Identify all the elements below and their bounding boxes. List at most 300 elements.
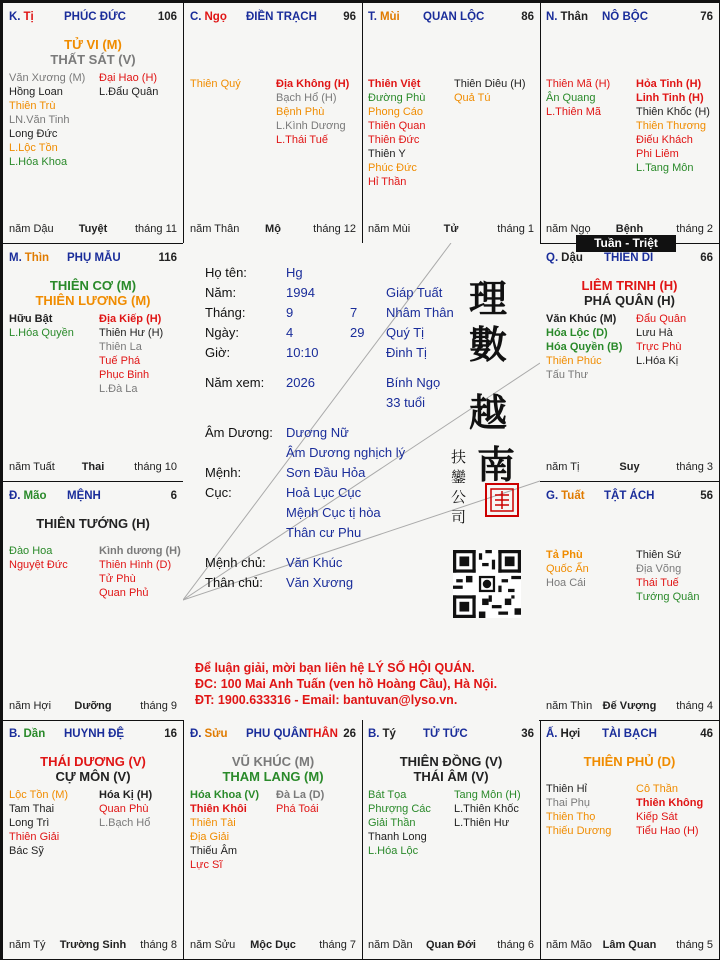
calligraphy-char-2: 數 — [469, 322, 508, 367]
minor-star: Thiên Sứ — [636, 549, 682, 561]
minor-stars-right — [276, 788, 324, 816]
minor-star: Thiên Giải — [9, 831, 60, 843]
minor-star: Trực Phù — [636, 341, 682, 353]
month-label: Tháng: — [205, 305, 246, 320]
heavenly-stem: B. — [9, 728, 21, 740]
view-year-label: Năm xem: — [205, 375, 265, 390]
minor-star: Thiên Không — [636, 797, 704, 809]
destiny-lord-label: Mệnh chủ: — [205, 555, 266, 570]
minor-star: Tam Thai — [9, 803, 55, 815]
minor-star: Đường Phù — [368, 92, 426, 104]
heavenly-stem: K. — [9, 11, 21, 23]
minor-star: Đại Hao (H) — [99, 72, 158, 84]
minor-star: Quả Tú — [454, 92, 491, 104]
earthly-branch: Dậu — [561, 252, 583, 264]
center-info-panel — [183, 243, 540, 720]
minor-star: Thiên Quan — [368, 120, 426, 132]
month-can-chi: Nhâm Thân — [386, 305, 454, 320]
minor-star: Phục Binh — [99, 369, 150, 381]
life-stage: Bệnh — [615, 223, 644, 235]
palace-month: tháng 11 — [134, 223, 177, 235]
minor-star: Thiên Thương — [636, 120, 707, 132]
minor-star: Tử Phù — [99, 573, 136, 585]
minor-star: Tiểu Hao (H) — [636, 825, 699, 837]
earthly-branch: Sửu — [204, 728, 228, 740]
palace-header — [190, 728, 356, 742]
minor-star: Địa Võng — [636, 563, 682, 575]
palace-name: TẬT ÁCH — [604, 490, 655, 502]
palace-year: năm Mùi — [368, 223, 411, 235]
minor-stars-left — [9, 788, 68, 858]
main-star: THIÊN LƯƠNG (M) — [35, 293, 151, 308]
palace-year: năm Hợi — [9, 700, 52, 712]
palace-number: 106 — [157, 11, 177, 23]
minor-star: Đà La (D) — [276, 789, 325, 801]
minor-star: L.Đẩu Quân — [99, 86, 159, 98]
palace-footer — [190, 939, 356, 953]
palace-month: tháng 2 — [676, 223, 713, 235]
palace-name: PHU QUÂN — [246, 728, 308, 740]
palace-year: năm Tị — [546, 461, 580, 473]
palace-year: năm Tuất — [9, 461, 55, 473]
palace-number: 116 — [158, 252, 177, 264]
palace-name: TỬ TỨC — [423, 728, 468, 740]
palace-year: năm Dậu — [9, 223, 54, 235]
palace-year: năm Dần — [368, 939, 413, 951]
palace-month: tháng 12 — [313, 223, 356, 235]
main-star: THIÊN PHỦ (D) — [583, 754, 676, 769]
minor-star: L.Hóa Kị — [636, 355, 679, 367]
palace-number: 56 — [700, 490, 713, 502]
palace-thin[interactable] — [2, 243, 184, 482]
palace-header — [9, 11, 177, 25]
palace-name: THIÊN DI — [604, 252, 654, 264]
palace-number: 6 — [170, 490, 177, 502]
palace-header — [368, 728, 534, 742]
minor-star: Thiên Diêu (H) — [454, 78, 526, 90]
minor-star: Đẩu Quân — [636, 313, 687, 325]
minor-star: Thiên Quý — [190, 78, 241, 90]
minor-star: Hỏa Tinh (H) — [636, 78, 702, 90]
palace-name: HUYNH ĐỆ — [64, 728, 125, 740]
life-stage: Lâm Quan — [602, 939, 657, 951]
minor-star: Thái Tuế — [636, 577, 679, 589]
minor-star: Quốc Ấn — [546, 563, 589, 575]
body-palace-marker: THÂN — [306, 728, 338, 740]
minor-star: Lực Sĩ — [190, 859, 223, 871]
palace-name: PHỤ MẪU — [67, 252, 121, 264]
palace-footer — [9, 223, 177, 237]
qr-code-icon[interactable] — [453, 550, 521, 618]
heavenly-stem: Đ. — [190, 728, 202, 740]
name-value: Hg — [286, 265, 303, 280]
minor-star: Văn Xương (M) — [9, 72, 86, 84]
minor-star: Thiên Việt — [368, 78, 421, 90]
palace-footer — [9, 939, 177, 953]
main-star: THIÊN CƠ (M) — [49, 278, 137, 293]
minor-stars-left — [368, 77, 425, 189]
palace-month: tháng 1 — [497, 223, 534, 235]
company-calligraphy-4: 司 — [451, 508, 467, 526]
minor-star: Long Đức — [9, 128, 58, 140]
main-star: THIÊN ĐỒNG (V) — [399, 754, 503, 769]
year-can-chi: Giáp Tuất — [386, 285, 443, 300]
palace-year: năm Thìn — [546, 700, 593, 712]
minor-star: Thiên Y — [368, 148, 406, 160]
palace-number: 46 — [700, 728, 713, 740]
minor-star: Hỉ Thần — [368, 176, 407, 188]
palace-number: 36 — [521, 728, 534, 740]
minor-star: Tướng Quân — [636, 591, 700, 603]
earthly-branch: Dần — [23, 728, 46, 740]
minor-star: LN.Văn Tinh — [9, 114, 70, 126]
minor-star: Long Trì — [9, 817, 50, 829]
life-stage: Trường Sinh — [59, 939, 127, 951]
palace-month: tháng 10 — [134, 461, 177, 473]
minor-stars-right — [99, 71, 158, 99]
minor-stars-right — [99, 544, 181, 600]
contact-phone-email[interactable]: ĐT: 1900.633316 - Email: bantuvan@lyso.vn. — [195, 693, 458, 707]
palace-year: năm Mão — [546, 939, 592, 951]
palace-footer — [368, 939, 534, 953]
heavenly-stem: Đ. — [9, 490, 21, 502]
destiny-label: Mệnh: — [205, 465, 242, 480]
life-stage: Thai — [81, 461, 105, 473]
palace-name: MỆNH — [67, 490, 101, 502]
minor-stars-right — [276, 77, 349, 147]
minor-stars-left — [190, 788, 259, 872]
day-can-chi: Quý Tị — [386, 325, 425, 340]
year-value: 1994 — [286, 285, 315, 300]
minor-star: Kình dương (H) — [99, 545, 181, 557]
minor-star: Thiếu Dương — [546, 825, 612, 837]
minor-star: Tả Phù — [546, 549, 583, 561]
yin-yang-note: Âm Dương nghịch lý — [286, 445, 406, 460]
minor-star: L.Tang Môn — [636, 162, 694, 174]
heavenly-stem: T. — [368, 11, 377, 23]
palace-header — [546, 490, 713, 504]
minor-star: L.Hóa Khoa — [9, 156, 68, 168]
minor-stars-left — [190, 77, 241, 91]
minor-star: Hóa Khoa (V) — [190, 789, 260, 801]
palace-footer — [9, 700, 177, 714]
minor-star: Địa Giải — [190, 831, 230, 843]
calligraphy-char-4: 南 — [477, 442, 516, 487]
palace-header — [368, 11, 534, 25]
palace-number: 66 — [700, 252, 713, 264]
palace-ty[interactable] — [361, 719, 541, 960]
destiny-lord-value: Văn Khúc — [286, 555, 343, 570]
heavenly-stem: G. — [546, 490, 559, 502]
destiny-value: Sơn Đầu Hỏa — [286, 465, 366, 480]
palace-year: năm Thân — [190, 223, 240, 235]
minor-stars-left — [546, 312, 622, 382]
main-star: VŨ KHÚC (M) — [231, 754, 315, 769]
cuc-value: Hoả Lục Cục — [286, 485, 362, 500]
palace-mui[interactable] — [361, 2, 541, 244]
company-calligraphy-2: 鑾 — [451, 468, 467, 486]
palace-month: tháng 5 — [676, 939, 713, 951]
minor-star: Thanh Long — [368, 831, 427, 843]
minor-star: L.Đà La — [99, 383, 138, 395]
body-lord-value: Văn Xương — [286, 575, 354, 590]
minor-star: Thiên Đức — [368, 134, 420, 146]
minor-star: Cô Thần — [636, 783, 678, 795]
minor-star: L.Lộc Tồn — [9, 142, 58, 154]
minor-star: Bạch Hổ (H) — [276, 92, 337, 104]
minor-star: Thiên Hỉ — [546, 783, 587, 795]
minor-star: Điếu Khách — [636, 134, 693, 146]
earthly-branch: Tuất — [561, 490, 585, 502]
minor-star: Quan Phủ — [99, 587, 149, 599]
minor-star: Thiên Khốc (H) — [636, 106, 710, 118]
earthly-branch: Mùi — [379, 11, 400, 23]
palace-number: 16 — [164, 728, 177, 740]
minor-star: Hoa Cái — [546, 577, 586, 589]
earthly-branch: Ngọ — [204, 11, 227, 23]
view-year-can-chi: Bính Ngọ — [386, 375, 441, 390]
main-star: TỬ VI (M) — [64, 37, 122, 52]
palace-name: ĐIỀN TRẠCH — [246, 11, 317, 23]
minor-star: Thiên Trù — [9, 100, 56, 112]
minor-star: Địa Không (H) — [276, 78, 350, 90]
palace-footer — [368, 223, 534, 237]
yin-yang-value: Dương Nữ — [286, 425, 349, 440]
name-label: Họ tên: — [205, 265, 247, 280]
life-stage: Đế Vượng — [602, 700, 657, 712]
palace-tuat[interactable] — [539, 481, 720, 721]
palace-name: PHÚC ĐỨC — [64, 11, 126, 23]
minor-stars-right — [454, 77, 526, 105]
calligraphy-char-3: 越 — [469, 390, 508, 435]
minor-star: Thiên Mã (H) — [546, 78, 611, 90]
minor-star: Thiên Hình (D) — [99, 559, 172, 571]
palace-dau[interactable] — [539, 243, 720, 482]
palace-number: 96 — [343, 11, 356, 23]
palace-footer — [546, 939, 713, 953]
heavenly-stem: Q. — [546, 252, 559, 264]
palace-number: 76 — [700, 11, 713, 23]
palace-name: TÀI BẠCH — [602, 728, 657, 740]
minor-stars-left — [546, 782, 611, 838]
cuc-label: Cục: — [205, 485, 232, 500]
heavenly-stem: M. — [9, 252, 22, 264]
year-label: Năm: — [205, 285, 237, 300]
earthly-branch: Tý — [382, 728, 396, 740]
palace-month: tháng 4 — [676, 700, 713, 712]
minor-stars-right — [636, 548, 700, 604]
minor-star: Tuế Phá — [99, 355, 141, 367]
tuan-triet-badge: Tuần - Triệt — [576, 235, 676, 252]
minor-star: L.Hóa Quyền — [9, 327, 74, 339]
heavenly-stem: Ấ. — [546, 728, 558, 740]
life-stage: Mộc Dục — [250, 939, 296, 951]
main-star: THẤT SÁT (V) — [50, 52, 136, 67]
earthly-branch: Hợi — [560, 728, 581, 740]
minor-stars-right — [99, 312, 163, 396]
minor-stars-right — [636, 782, 703, 838]
palace-ngo[interactable] — [183, 2, 363, 244]
minor-star: Địa Kiếp (H) — [99, 313, 162, 325]
minor-star: Hóa Kị (H) — [99, 789, 153, 801]
palace-ti[interactable] — [2, 2, 184, 244]
body-lord-label: Thân chủ: — [205, 575, 263, 590]
minor-star: Tấu Thư — [546, 369, 589, 381]
main-star: THIÊN TƯỚNG (H) — [36, 516, 150, 531]
palace-header — [9, 252, 177, 266]
minor-star: Phượng Các — [368, 803, 431, 815]
palace-header — [546, 728, 713, 742]
minor-stars-left — [9, 71, 85, 169]
minor-star: Ân Quang — [546, 92, 596, 104]
minor-stars-left — [9, 544, 68, 572]
minor-stars-left — [9, 312, 74, 340]
main-star: THÁI DƯƠNG (V) — [40, 754, 146, 769]
minor-stars-left — [546, 77, 610, 119]
palace-month: tháng 8 — [140, 939, 177, 951]
yin-yang-label: Âm Dương: — [205, 425, 273, 440]
minor-star: Thiếu Âm — [190, 845, 238, 857]
view-year-value: 2026 — [286, 375, 315, 390]
minor-star: Phi Liêm — [636, 148, 679, 160]
minor-stars-right — [454, 788, 521, 830]
cuc-note-1: Mệnh Cục tị hòa — [286, 505, 381, 520]
palace-number: 26 — [343, 728, 356, 740]
earthly-branch: Thân — [560, 11, 588, 23]
palace-year: năm Tý — [9, 939, 46, 951]
palace-name: QUAN LỘC — [423, 11, 485, 23]
palace-mao[interactable] — [2, 481, 184, 721]
minor-star: Thiên Tài — [190, 817, 236, 829]
company-calligraphy-1: 扶 — [451, 448, 467, 466]
minor-star: Bát Tọa — [368, 789, 407, 801]
palace-month: tháng 6 — [497, 939, 534, 951]
minor-stars-left — [368, 788, 431, 858]
palace-month: tháng 9 — [140, 700, 177, 712]
calligraphy-char-1: 理 — [469, 276, 508, 321]
heavenly-stem: C. — [190, 11, 202, 23]
palace-header — [9, 490, 177, 504]
palace-footer — [546, 461, 713, 475]
minor-star: Kiếp Sát — [636, 811, 678, 823]
minor-star: L.Thiên Mã — [546, 106, 602, 118]
palace-footer — [9, 461, 177, 475]
minor-star: Thai Phụ — [546, 797, 591, 809]
red-seal-icon — [485, 483, 519, 517]
main-star: CỰ MÔN (V) — [55, 769, 131, 784]
palace-footer — [546, 700, 713, 714]
main-star: LIÊM TRINH (H) — [581, 278, 678, 293]
palace-footer — [190, 223, 356, 237]
palace-month: tháng 3 — [676, 461, 713, 473]
life-stage: Dưỡng — [74, 700, 112, 712]
minor-star: L.Thiên Khốc — [454, 803, 519, 815]
life-stage: Tử — [443, 223, 459, 235]
minor-stars-right — [636, 77, 710, 175]
minor-star: L.Bạch Hổ — [99, 817, 151, 829]
main-star: THAM LANG (M) — [222, 769, 324, 784]
minor-star: Nguyệt Đức — [9, 559, 68, 571]
hour-can-chi: Đinh Tị — [386, 345, 427, 360]
minor-stars-left — [546, 548, 589, 590]
minor-star: Tang Môn (H) — [454, 789, 521, 801]
life-stage: Quan Đới — [426, 939, 476, 951]
day-label: Ngày: — [205, 325, 239, 340]
palace-suu[interactable] — [183, 719, 363, 960]
minor-star: L.Thái Tuế — [276, 134, 328, 146]
minor-star: Thiên Khôi — [190, 803, 247, 815]
contact-line-1: Để luận giải, mời bạn liên hệ LÝ SỐ HỘI QUÁN. — [195, 661, 475, 675]
month-solar: 9 — [286, 305, 294, 320]
month-lunar: 7 — [350, 305, 358, 320]
minor-star: Hóa Lộc (D) — [546, 327, 608, 339]
main-star: THÁI ÂM (V) — [413, 769, 489, 784]
palace-than[interactable] — [539, 2, 720, 244]
minor-star: Văn Khúc (M) — [546, 313, 617, 325]
minor-star: L.Thiên Hư — [454, 817, 510, 829]
contact-address: ĐC: 100 Mai Anh Tuấn (ven hồ Hoàng Cầu), Hà Nội. — [195, 677, 498, 691]
palace-dan[interactable] — [2, 719, 184, 960]
earthly-branch: Thìn — [24, 252, 50, 264]
earthly-branch: Mão — [23, 490, 47, 502]
minor-stars-right — [636, 312, 686, 368]
minor-star: Quan Phù — [99, 803, 149, 815]
minor-star: Giải Thần — [368, 817, 416, 829]
minor-star: Thiên Thọ — [546, 811, 596, 823]
palace-header — [190, 11, 356, 25]
palace-year: năm Sửu — [190, 939, 236, 951]
minor-star: L.Kình Dương — [276, 120, 346, 132]
heavenly-stem: B. — [368, 728, 380, 740]
minor-star: Phúc Đức — [368, 162, 417, 174]
minor-star: Bác Sỹ — [9, 845, 44, 857]
company-calligraphy-3: 公 — [451, 488, 467, 506]
palace-hoi[interactable] — [539, 719, 720, 960]
palace-header — [546, 11, 713, 25]
hour-value: 10:10 — [286, 345, 319, 360]
day-solar: 4 — [286, 325, 294, 340]
minor-star: Thiên La — [99, 341, 142, 353]
minor-star: Phá Toái — [276, 803, 319, 815]
minor-star: Lộc Tồn (M) — [9, 789, 69, 801]
age-value: 33 tuổi — [386, 395, 426, 410]
minor-star: Thiên Phúc — [546, 355, 602, 367]
minor-star: Thiên Hư (H) — [99, 327, 164, 339]
minor-star: Linh Tinh (H) — [636, 92, 704, 104]
minor-star: L.Hóa Lộc — [368, 845, 419, 857]
palace-year: năm Ngọ — [546, 223, 591, 235]
minor-star: Đào Hoa — [9, 545, 53, 557]
palace-header — [9, 728, 177, 742]
earthly-branch: Tị — [23, 11, 34, 23]
cuc-note-2: Thân cư Phu — [286, 525, 362, 540]
palace-number: 86 — [521, 11, 534, 23]
hour-label: Giờ: — [205, 345, 231, 360]
main-star: PHÁ QUÂN (H) — [584, 293, 675, 308]
life-stage: Tuyệt — [78, 223, 108, 235]
palace-header — [546, 252, 713, 266]
minor-star: Phong Cáo — [368, 106, 424, 118]
minor-star: Bệnh Phù — [276, 106, 325, 118]
minor-star: Lưu Hà — [636, 327, 673, 339]
minor-stars-right — [99, 788, 152, 830]
day-lunar: 29 — [350, 325, 365, 340]
palace-name: NÔ BỘC — [602, 11, 648, 23]
heavenly-stem: N. — [546, 11, 558, 23]
palace-month: tháng 7 — [319, 939, 356, 951]
life-stage: Mộ — [265, 223, 281, 235]
minor-star: Hóa Quyền (B) — [546, 341, 623, 353]
